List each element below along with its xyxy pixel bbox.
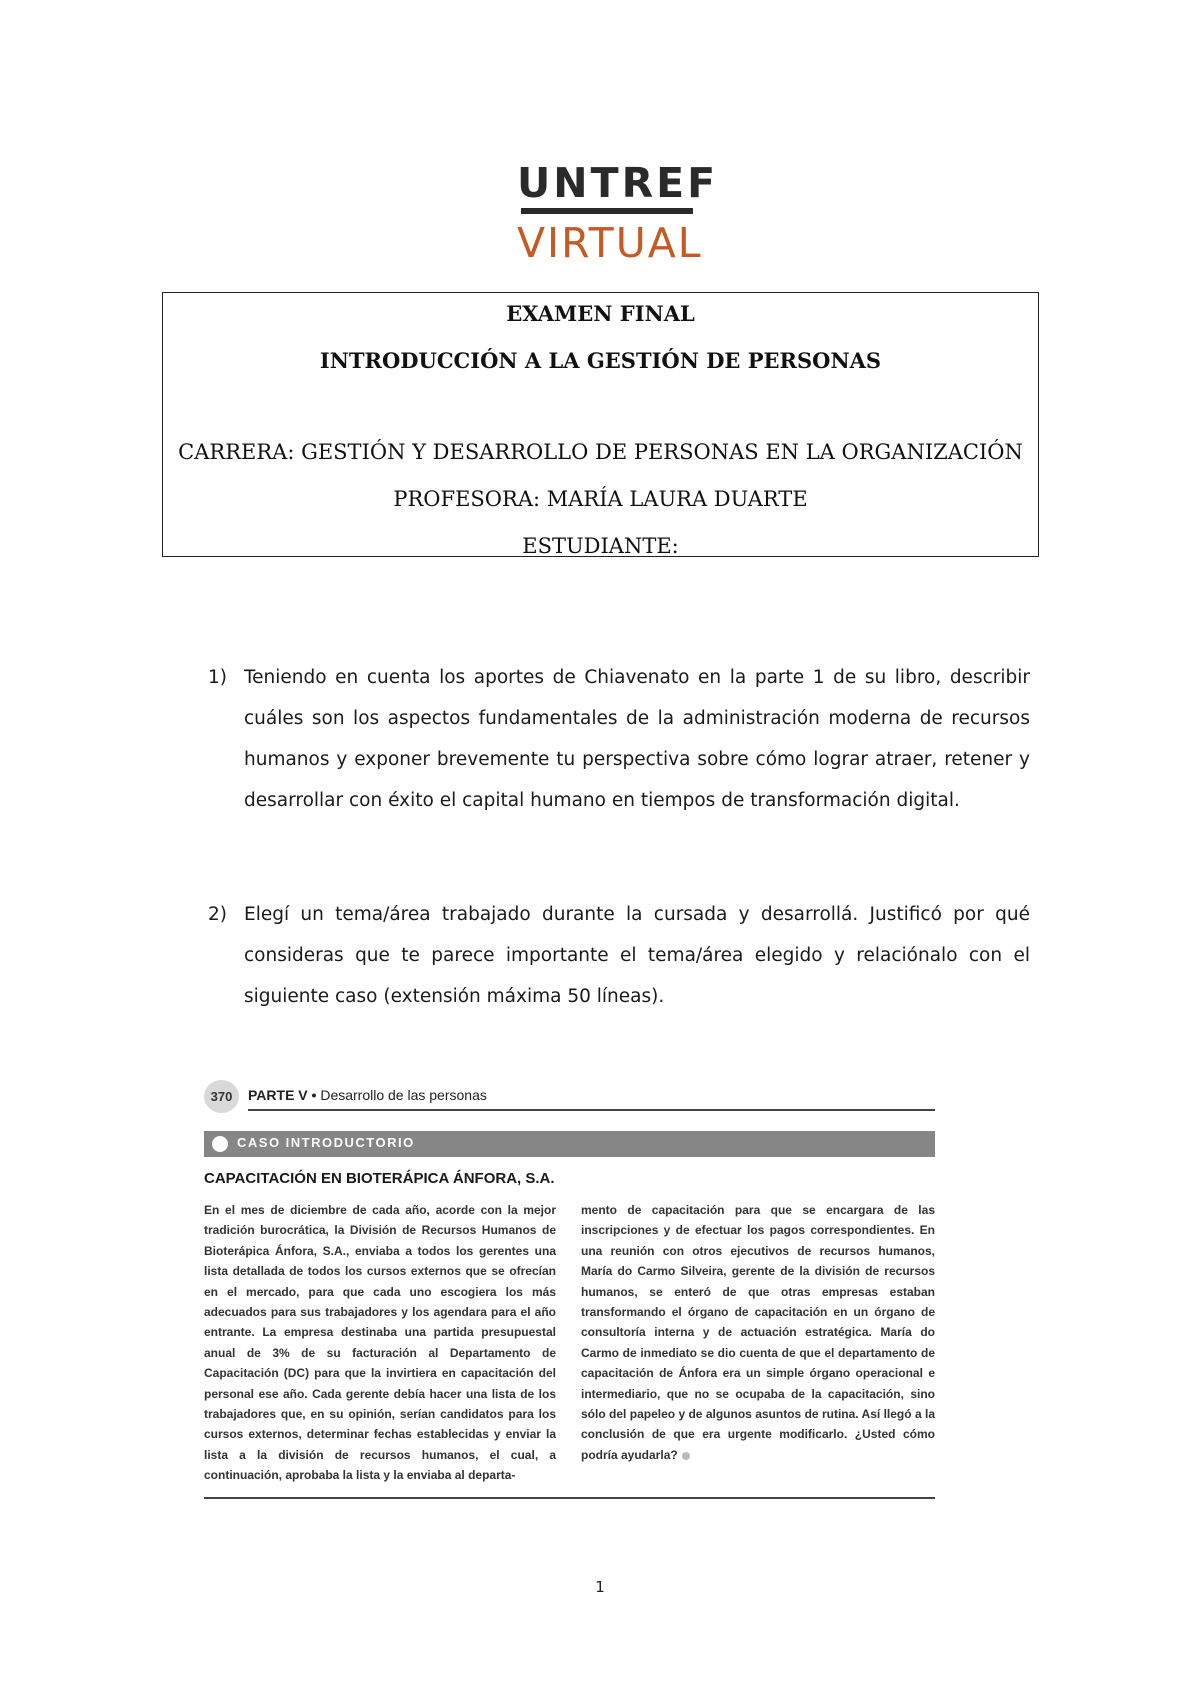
question-number: 2) [208,904,227,925]
question-text: Teniendo en cuenta los aportes de Chiavenato en la parte 1 de su libro, describir cuáles son los aspectos fundamentales de la administración moderna de recursos humanos y exponer brevemente tu perspectiva sobre cómo lograr atraer, retener y desarrollar con éxito el capital humano en tiempos de transformación digital. [244,667,1030,811]
case-excerpt-image [204,1078,935,1498]
question-number: 1) [208,667,227,688]
book-page-number: 370 [204,1080,239,1113]
case-bottom-rule [204,1497,935,1499]
question-1 [208,657,1030,821]
part-number: PARTE V [248,1087,308,1103]
case-column-left: En el mes de diciembre de cada año, acorde con la mejor tradición burocrática, la División de Recursos Humanos de Bioterápica Ánfora, S.A., enviaba a todos los gerentes una lista detallada de todos los cursos externos que se ofrecían en el mercado, para que cada uno escogiera los más adecuados para sus trabajadores y los agendara para el año entrante. La empresa destinaba una partida presupuestal anual de 3% de su facturación al Departamento de Capacitación (DC) para que la invirtiera en capacitación del personal ese año. Cada gerente debía hacer una lista de los trabajadores que, en su opinión, serían candidatos para los cursos externos, determinar fechas establecidas y enviar la lista a la división de recursos humanos, el cual, a continuación, aprobaba la lista y la enviaba al departa- [204,1203,556,1483]
header-rule [248,1109,935,1111]
part-separator: • [307,1087,321,1103]
exam-teacher: PROFESORA: MARÍA LAURA DUARTE [393,487,808,511]
end-mark-icon [682,1452,690,1460]
exam-subject: INTRODUCCIÓN A LA GESTIÓN DE PERSONAS [319,348,882,373]
case-banner-label: CASO INTRODUCTORIO [237,1135,415,1150]
question-2 [208,894,1030,1017]
book-part-label [248,1087,487,1103]
untref-virtual-logo [517,159,719,267]
exam-career: CARRERA: GESTIÓN Y DESARROLLO DE PERSONAS EN LA ORGANIZACIÓN [178,440,1023,464]
case-banner [204,1131,935,1157]
part-title: Desarrollo de las personas [320,1087,487,1103]
question-text: Elegí un tema/área trabajado durante la cursada y desarrollá. Justificó por qué consideras que te parece importante el tema/área elegido y relaciónalo con el siguiente caso (extensión máxima 50 líneas). [244,904,1030,1007]
logo-untref-text: UNTREF [517,159,719,207]
case-column-right-text: mento de capacitación para que se encargara de las inscripciones y de efectuar los pagos correspondientes. En una reunión con otros ejecutivos de recursos humanos, María do Carmo Silveira, gerente de la división de recursos humanos, se enteró de que otras empresas estaban transformando el órgano de capacitación en un órgano de consultoría interna y de actuación estratégica. María do Carmo de inmediato se dio cuenta de que el departamento de capacitación de Ánfora era un simple órgano operacional e intermediario, que no se ocupaba de la capacitación, sino sólo del papeleo y de algunos asuntos de rutina. Así llegó a la conclusión de que era urgente modificarlo. ¿Usted cómo podría ayudarla? [581,1203,935,1462]
case-title: CAPACITACIÓN EN BIOTERÁPICA ÁNFORA, S.A. [204,1170,555,1187]
page-number: 1 [595,1578,605,1596]
case-column-right [581,1200,935,1465]
exam-header-box [162,292,1039,557]
case-page-header [204,1078,935,1114]
exam-title: EXAMEN FINAL [506,301,695,326]
exam-student: ESTUDIANTE: [522,534,679,558]
logo-divider [521,208,693,214]
logo-virtual-text: VIRTUAL [517,219,703,267]
bullet-circle-icon [212,1136,228,1152]
